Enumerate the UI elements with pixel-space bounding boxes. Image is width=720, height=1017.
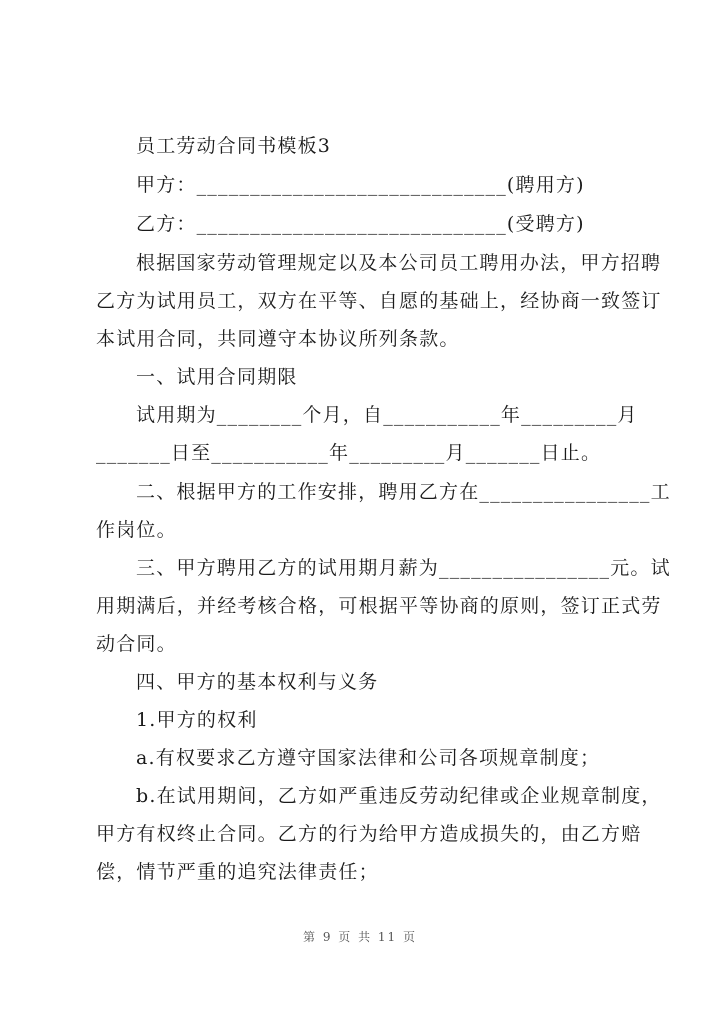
paragraph-line: 偿，情节严重的追究法律责任；	[96, 861, 379, 883]
paragraph-line: 作岗位。	[96, 519, 177, 541]
paragraph-line: 用期满后，并经考核合格，可根据平等协商的原则，签订正式劳	[96, 595, 662, 617]
list-item: a.有权要求乙方遵守国家法律和公司各项规章制度；	[136, 747, 601, 769]
paragraph-line: 三、甲方聘用乙方的试用期月薪为________________元。试	[136, 557, 671, 579]
paragraph-line: 甲方有权终止合同。乙方的行为给甲方造成损失的，由乙方赔	[96, 823, 642, 845]
paragraph-line: 根据国家劳动管理规定以及本公司员工聘用办法，甲方招聘	[136, 252, 662, 274]
paragraph-line: 动合同。	[96, 633, 177, 655]
list-item: b.在试用期间，乙方如严重违反劳动纪律或企业规章制度，	[136, 785, 662, 807]
paragraph-line: 乙方为试用员工，双方在平等、自愿的基础上，经协商一致签订	[96, 290, 662, 312]
section-heading: 四、甲方的基本权利与义务	[136, 671, 379, 693]
party-b-line: 乙方：_____________________________(受聘方)	[136, 213, 585, 235]
paragraph-line: 本试用合同，共同遵守本协议所列条款。	[96, 328, 460, 350]
document-title: 员工劳动合同书模板3	[136, 135, 332, 157]
paragraph-line: 试用期为________个月，自___________年_________月	[136, 404, 638, 426]
party-a-line: 甲方：_____________________________(聘用方)	[136, 174, 585, 196]
paragraph-line: _______日至___________年_________月_______日止。	[96, 442, 602, 464]
paragraph-line: 二、根据甲方的工作安排，聘用乙方在________________工	[136, 481, 671, 503]
page-number-footer: 第 9 页 共 11 页	[303, 930, 417, 944]
section-heading: 一、试用合同期限	[136, 366, 298, 388]
subsection-heading: 1.甲方的权利	[136, 709, 258, 731]
